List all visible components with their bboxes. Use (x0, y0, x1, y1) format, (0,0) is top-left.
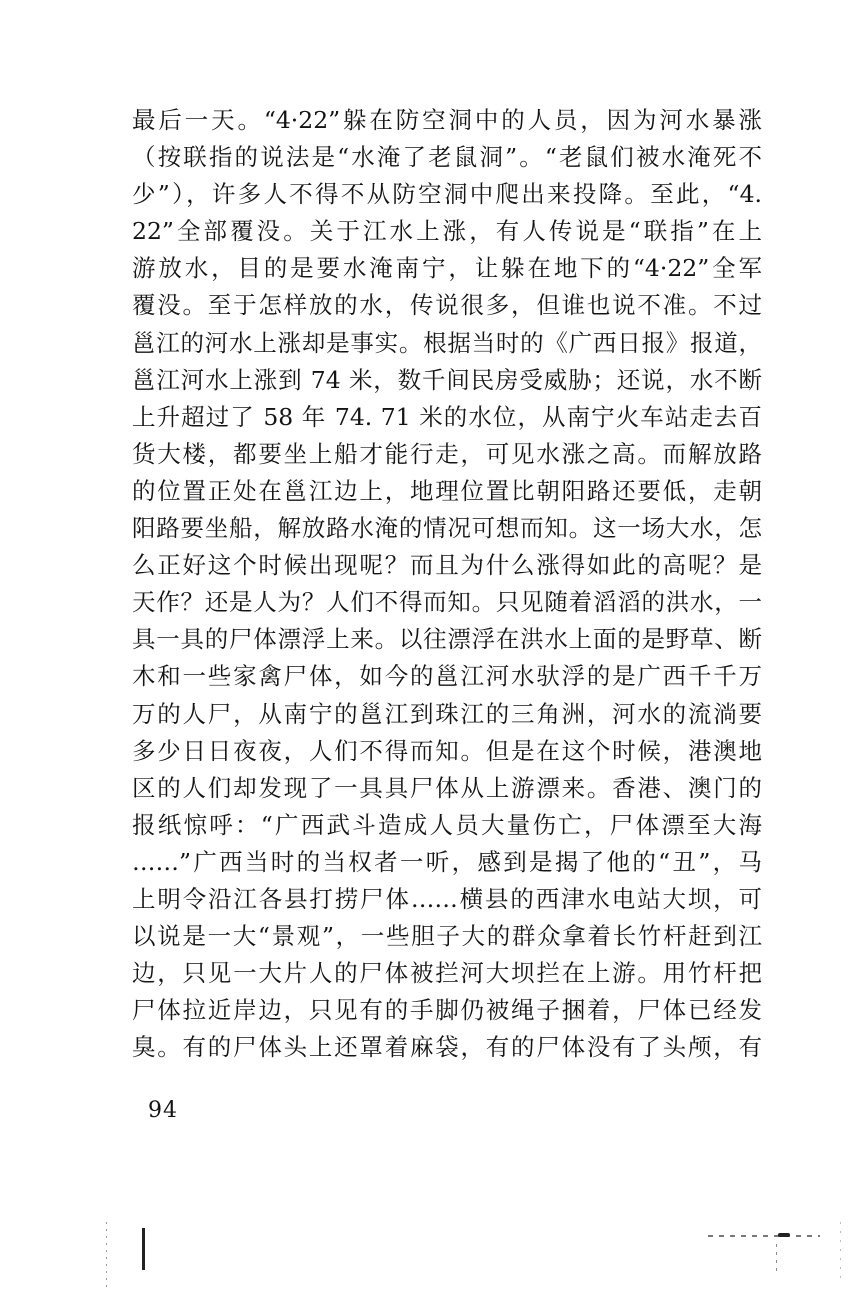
text-line: 邕江的河水上涨却是事实。根据当时的《广西日报》报道， (132, 328, 762, 357)
text-line: 邕江河水上涨到 74 米，数千间民房受威胁；还说，水不断 (132, 365, 762, 394)
body-text (132, 102, 762, 1066)
text-line: 边，只见一大片人的尸体被拦河大坝拦在上游。用竹杆把 (132, 959, 762, 988)
text-line: （按联指的说法是“水淹了老鼠洞”。“老鼠们被水淹死不 (132, 143, 762, 172)
text-line: 具一具的尸体漂浮上来。以往漂浮在洪水上面的是野草、断 (132, 625, 762, 654)
text-line: 以说是一大“景观”，一些胆子大的群众拿着长竹杆赶到江 (132, 922, 762, 951)
text-line: 万的人尸，从南宁的邕江到珠江的三角洲，河水的流淌要 (132, 699, 762, 728)
scan-artifact-left-dots (106, 1222, 107, 1292)
text-line: 少”），许多人不得不从防空洞中爬出来投降。至此，“4. (132, 180, 762, 209)
text-line: 天作？还是人为？人们不得而知。只见随着滔滔的洪水，一 (132, 588, 762, 617)
text-line: 阳路要坐船，解放路水淹的情况可想而知。这一场大水，怎 (132, 514, 762, 543)
page-number: 94 (148, 1098, 178, 1123)
text-line: 覆没。至于怎样放的水，传说很多，但谁也说不准。不过 (132, 291, 762, 320)
text-line: 上明令沿江各县打捞尸体……横县的西津水电站大坝，可 (132, 884, 762, 913)
scan-artifact-left-bar (142, 1228, 145, 1270)
text-line: 木和一些家禽尸体，如今的邕江河水驮浮的是广西千千万 (132, 662, 762, 691)
text-line: 的位置正处在邕江边上，地理位置比朝阳路还要低，走朝 (132, 476, 762, 505)
text-line: 么正好这个时候出现呢？而且为什么涨得如此的高呢？是 (132, 551, 762, 580)
text-line: ……”广西当时的当权者一听，感到是揭了他的“丑”，马 (132, 847, 762, 876)
scan-artifact-right-dash (708, 1235, 820, 1237)
text-line: 上升超过了 58 年 74. 71 米的水位，从南宁火车站走去百 (132, 402, 762, 431)
text-line: 游放水，目的是要水淹南宁，让躲在地下的“4·22”全军 (132, 254, 762, 283)
text-line: 臭。有的尸体头上还罩着麻袋，有的尸体没有了头颅，有 (132, 1033, 762, 1062)
text-line: 报纸惊呼：“广西武斗造成人员大量伤亡，尸体漂至大海 (132, 810, 762, 839)
text-line: 最后一天。“4·22”躲在防空洞中的人员，因为河水暴涨 (132, 106, 762, 134)
text-line: 22”全部覆没。关于江水上涨，有人传说是“联指”在上 (132, 217, 762, 246)
scan-artifact-right-blob (778, 1233, 790, 1237)
scan-artifact-right-vertical (776, 1244, 777, 1274)
text-line: 多少日日夜夜，人们不得而知。但是在这个时候，港澳地 (132, 736, 762, 765)
text-line: 货大楼，都要坐上船才能行走，可见水涨之高。而解放路 (132, 439, 762, 468)
text-line: 尸体拉近岸边，只见有的手脚仍被绳子捆着，尸体已经发 (132, 996, 762, 1025)
text-line: 区的人们却发现了一具具尸体从上游漂来。香港、澳门的 (132, 773, 762, 802)
scan-artifact-edge (840, 1222, 841, 1282)
